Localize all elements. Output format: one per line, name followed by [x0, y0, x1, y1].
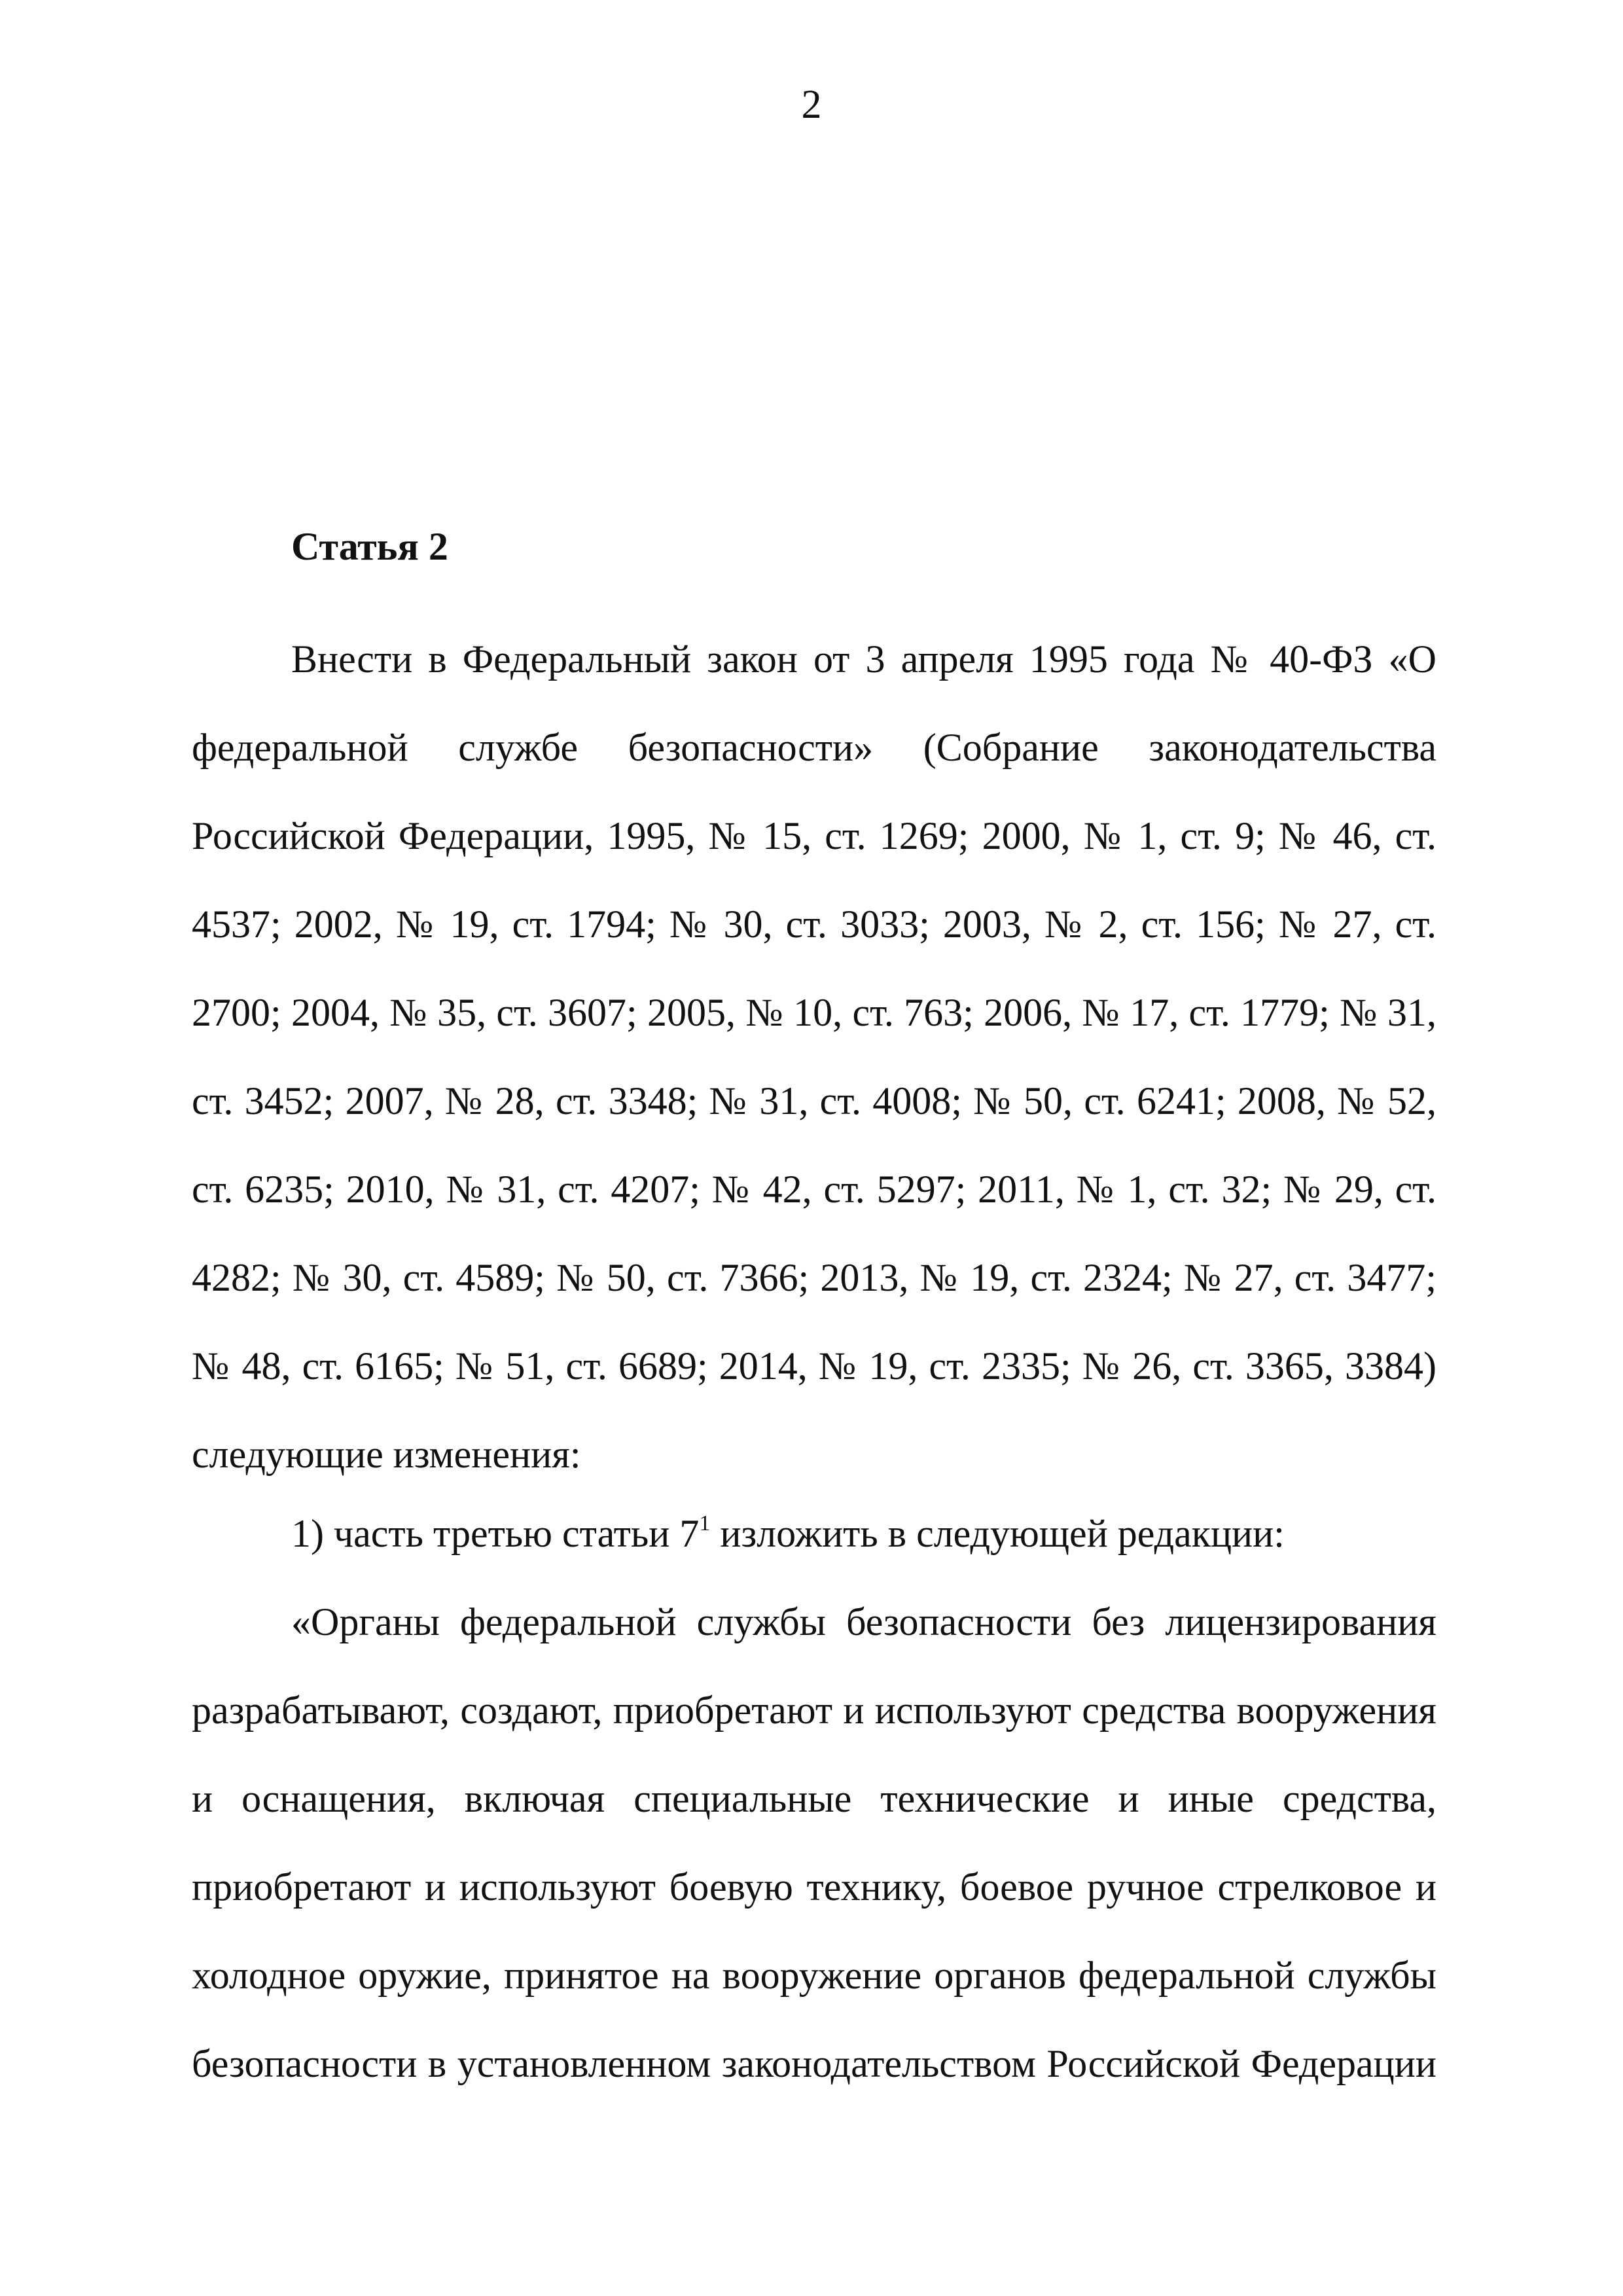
item-1-superscript: 1	[699, 1511, 711, 1535]
document-body-quote	[192, 1578, 1436, 2108]
paragraph-quoted-text: «Органы федеральной службы безопасности без лицензирования разрабатывают, создают, приобретают и используют средства вооружения и оснащения, включая специальные технические и иные средства, приобретают и используют боевую технику, боевое ручное стрелковое и холодное оружие, принятое на вооружение органов федеральной службы безопасности в установленном законодательством Российской Федерации	[192, 1600, 1436, 2085]
page-number: 2	[801, 82, 822, 127]
document-body-intro	[192, 615, 1436, 1499]
document-body-item1	[192, 1490, 1436, 1578]
item-1-text-before: 1) часть третью статьи 7	[291, 1512, 700, 1555]
item-1-text-after: изложить в следующей редакции:	[710, 1512, 1285, 1555]
paragraph-item-1	[192, 1490, 1436, 1578]
article-heading: Статья 2	[291, 525, 448, 568]
paragraph-amendment-intro: Внести в Федеральный закон от 3 апреля 1995 года № 40-ФЗ «О федеральной службе безопасности» (Собрание законодательства Российской Федерации, 1995, № 15, ст. 1269; 2000, № 1, ст. 9; № 46, ст. 4537; 2002, № 19, ст. 1794; № 30, ст. 3033; 2003, № 2, ст. 156; № 27, ст. 2700; 2004, № 35, ст. 3607; 2005, № 10, ст. 763; 2006, № 17, ст. 1779; № 31, ст. 3452; 2007, № 28, ст. 3348; № 31, ст. 4008; № 50, ст. 6241; 2008, № 52, ст. 6235; 2010, № 31, ст. 4207; № 42, ст. 5297; 2011, № 1, ст. 32; № 29, ст. 4282; № 30, ст. 4589; № 50, ст. 7366; 2013, № 19, ст. 2324; № 27, ст. 3477; № 48, ст. 6165; № 51, ст. 6689; 2014, № 19, ст. 2335; № 26, ст. 3365, 3384) следующие изменения:	[192, 637, 1436, 1476]
